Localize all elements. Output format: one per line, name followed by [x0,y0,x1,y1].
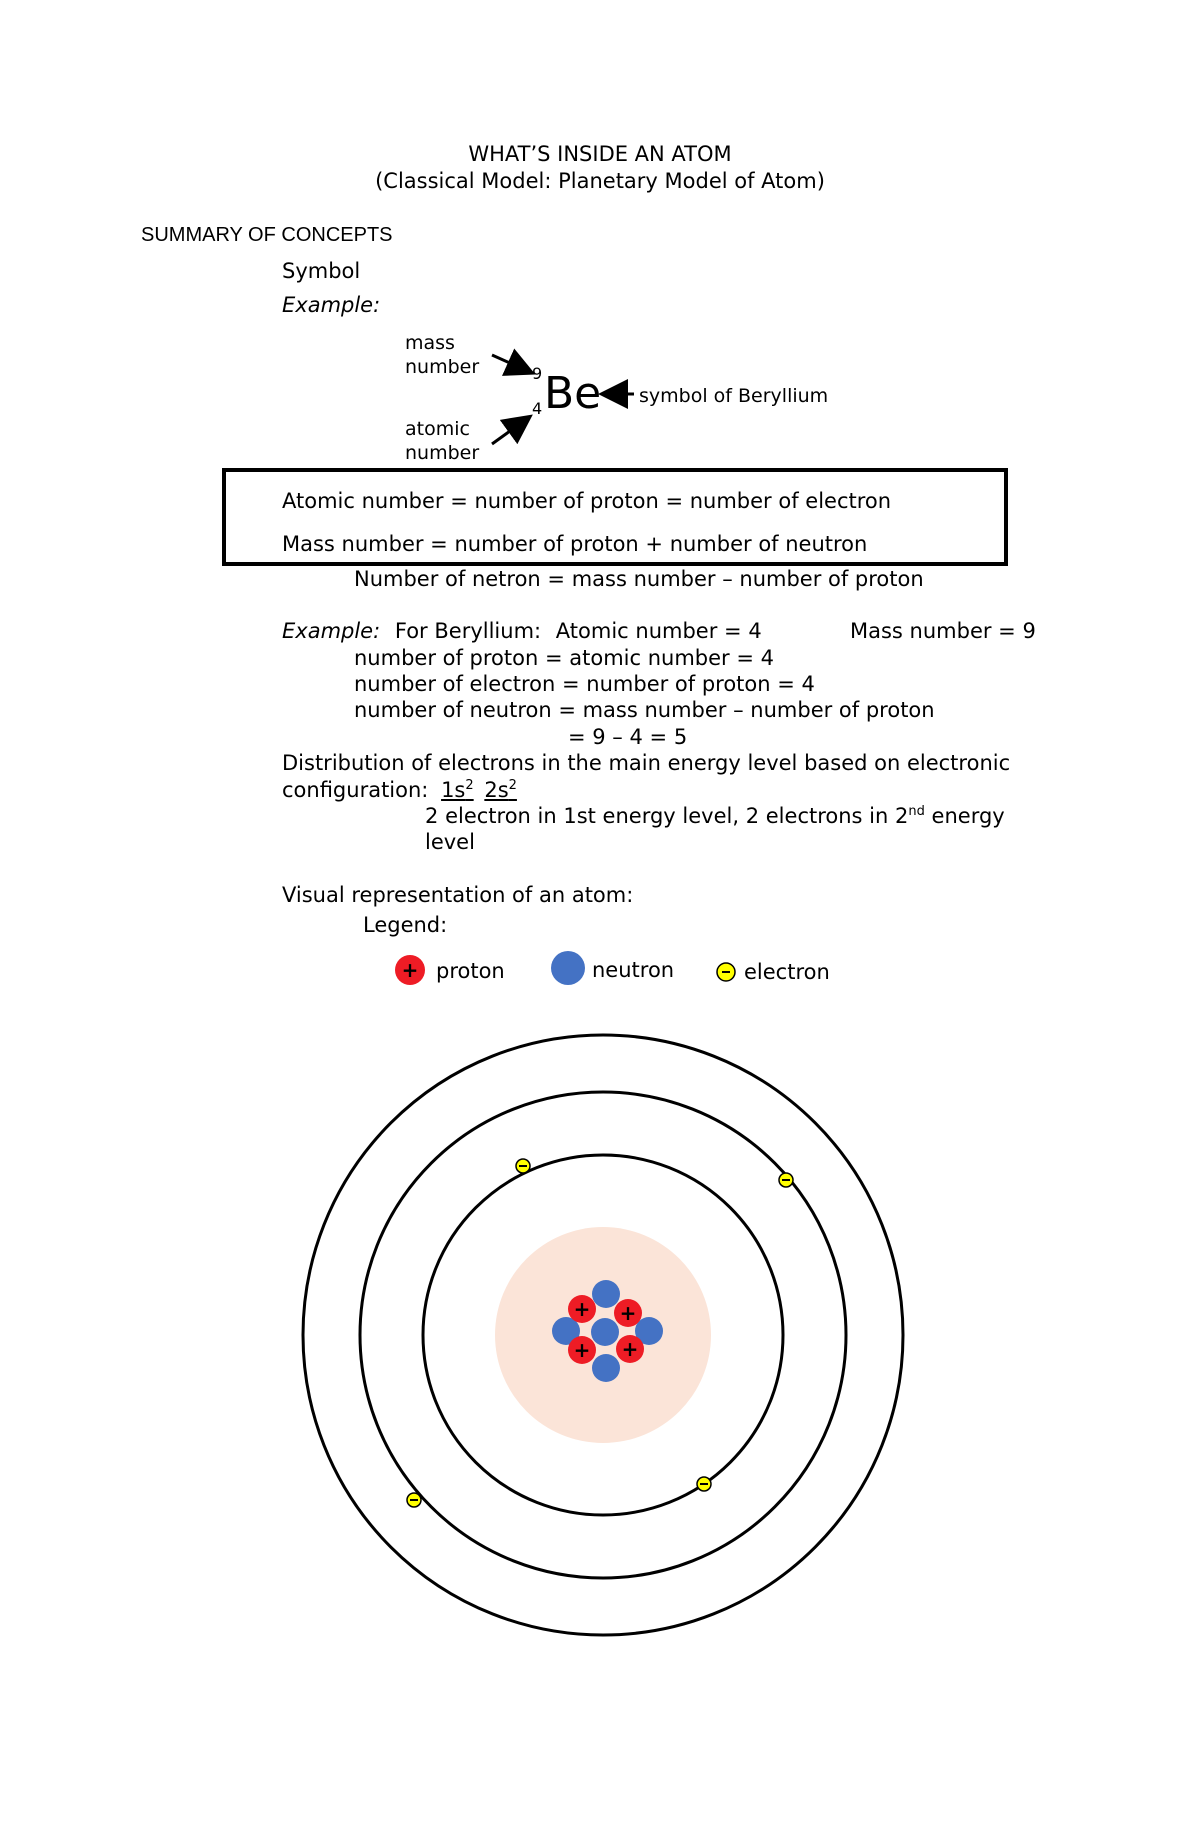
svg-text:+: + [573,1338,591,1362]
detail-count2: 2 [745,804,760,828]
page-title: WHAT’S INSIDE AN ATOM [468,142,732,166]
be-atomic-number: 4 [532,399,543,418]
worked-example-for: For Beryllium: [394,619,542,643]
svg-text:+: + [621,1337,639,1361]
line4-value: 5 [673,725,688,749]
electron [779,1173,793,1187]
mass-number-definition: Mass number = number of proton + number of neutron [282,532,868,556]
page-subtitle: (Classical Model: Planetary Model of Atom) [375,169,825,193]
line1-text: number of proton = atomic number = [354,646,754,670]
be-symbol: Be [544,368,602,419]
be-mass-number: 9 [532,364,543,383]
electron [407,1493,421,1507]
symbol-example-label: Example: [282,293,381,317]
atomic-number-label-line2: number [405,442,480,464]
legend-neutron-label: neutron [592,958,675,982]
worked-example-mass-text: Mass number = [850,619,1016,643]
worked-example-line3: number of neutron = mass number – number of proton [354,698,935,722]
neutron [592,1354,620,1382]
line1-value: 4 [760,646,774,670]
line4-text: = 9 – 4 = [568,725,668,749]
proton [568,1336,596,1364]
distribution-line1: Distribution of electrons in the main energy level based on electronic [282,751,1011,775]
electron [516,1159,530,1173]
legend-proton-label: proton [436,959,505,983]
proton [614,1299,642,1327]
svg-text:+: + [573,1297,591,1321]
config-1s-text: 1s [441,778,466,802]
atomic-number-definition: Atomic number = number of proton = number of electron [282,489,892,513]
neutron [591,1318,619,1346]
proton [616,1335,644,1363]
mass-number-label-line2: number [405,356,480,378]
detail-text3: energy [931,804,1005,828]
svg-text:+: + [401,958,419,982]
neutron [592,1280,620,1308]
svg-text:+: + [619,1301,637,1325]
electron [697,1477,711,1491]
mass-number-label-line1: mass [405,332,455,354]
worked-example-mass-value: 9 [1022,619,1036,643]
line2-text: number of electron = number of proton = [354,672,795,696]
detail-text2: electrons in 2 [765,804,909,828]
legend-title: Legend: [363,913,448,937]
detail-text1: electron in 1st energy level, [445,804,740,828]
config-1s-sup: 2 [465,778,474,793]
legend-electron-label: electron [744,960,830,984]
worked-example-atomic: Atomic number = [555,619,742,643]
detail-sup: nd [908,804,925,819]
configuration-label: configuration: [282,778,429,802]
config-2s-sup: 2 [508,778,517,793]
neutron-number-definition: Number of netron = mass number – number of proton [354,567,924,591]
config-2s-text: 2s [484,778,509,802]
visual-intro: Visual representation of an atom: [282,883,634,907]
atomic-number-label-line1: atomic [405,418,470,440]
worked-example-label: Example: [282,619,381,643]
worked-example-atomic-value: 4 [748,619,762,643]
symbol-caption: symbol of Beryllium [639,385,829,407]
summary-heading: SUMMARY OF CONCEPTS [141,224,393,246]
symbol-heading: Symbol [282,259,361,283]
detail-count1: 2 [425,804,439,828]
distribution-detail-line2: level [425,830,475,854]
proton [568,1295,596,1323]
line2-value: 4 [801,672,815,696]
